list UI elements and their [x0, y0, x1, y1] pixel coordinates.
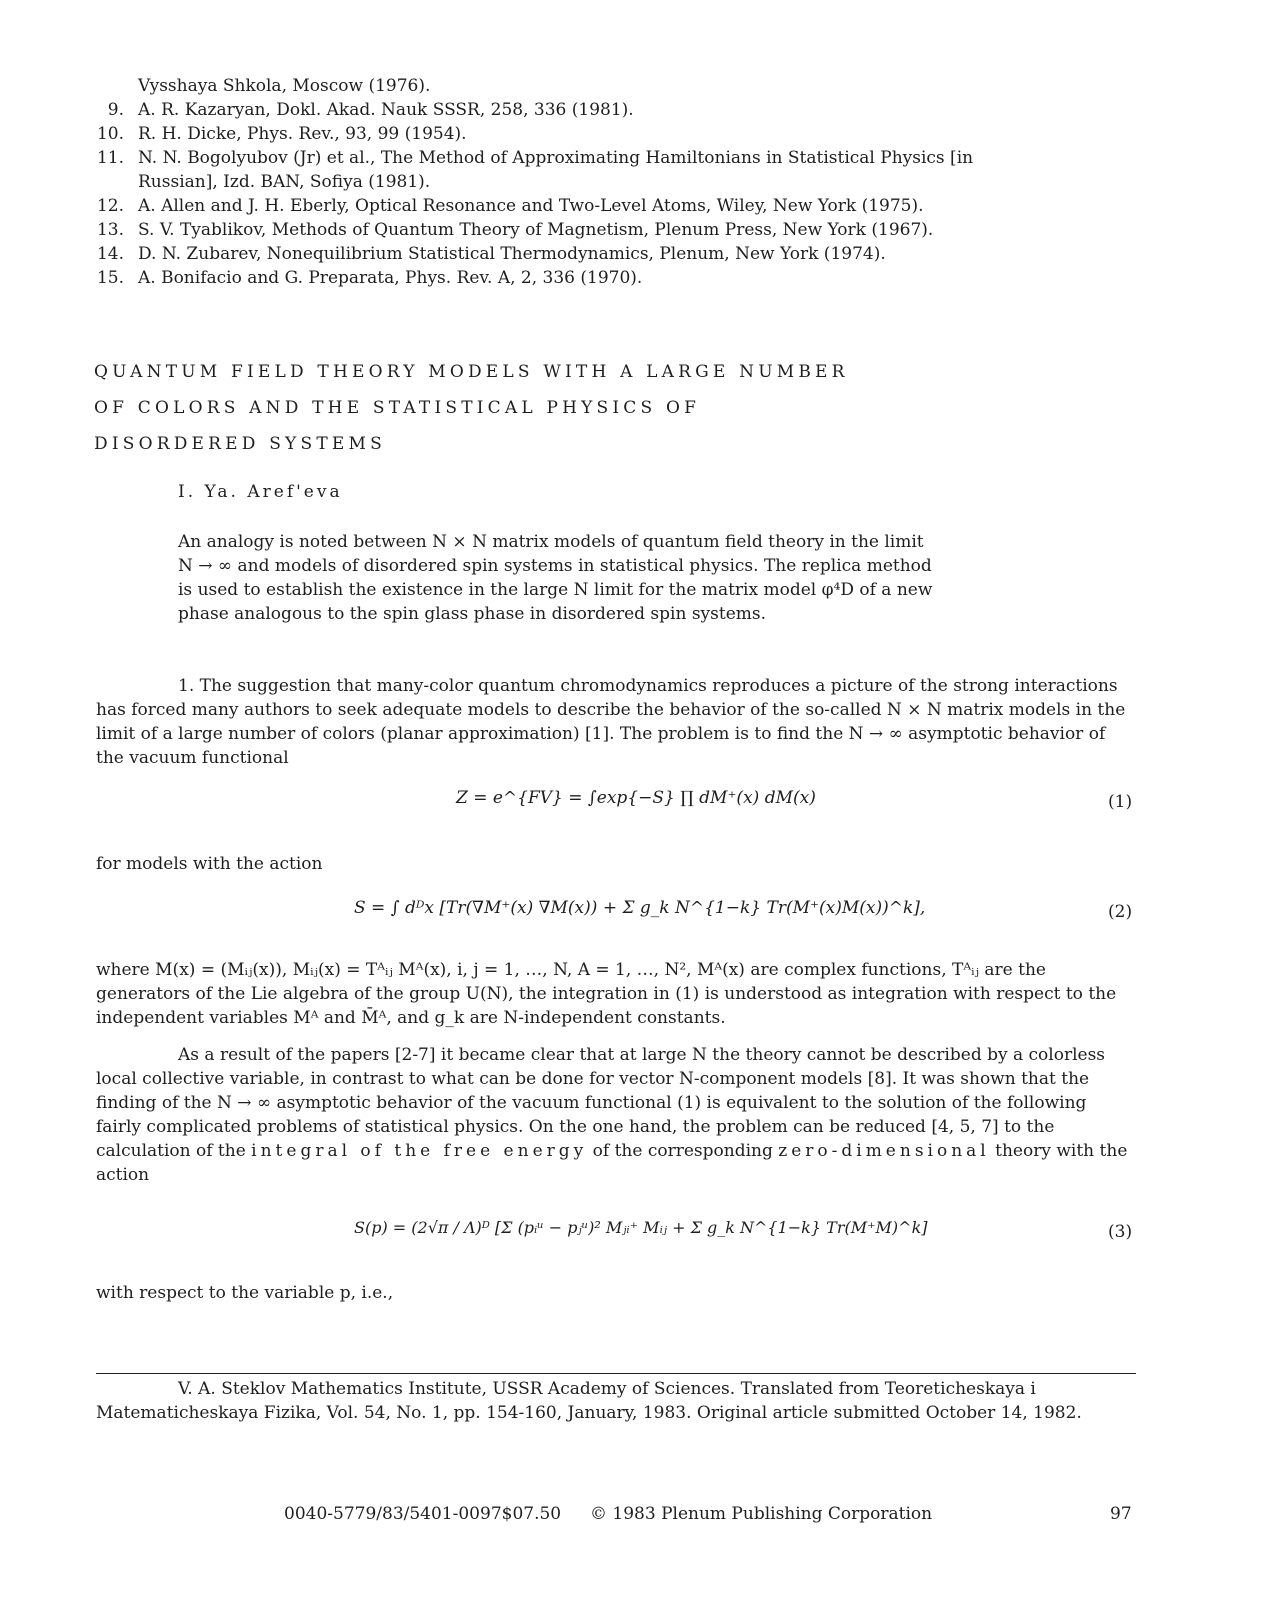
- reference-number: 12.: [96, 196, 124, 216]
- reference-number: 10.: [96, 124, 124, 144]
- equation-1: Z = e^{FV} = ∫exp{−S} ∏ dM⁺(x) dM(x): [456, 788, 816, 808]
- reference-number: 9.: [107, 100, 124, 120]
- equation-number: (3): [1108, 1222, 1133, 1242]
- reference-text: D. N. Zubarev, Nonequilibrium Statistical Thermodynamics, Plenum, New York (1974).: [138, 244, 886, 264]
- emphasized-phrase: integral of the free energy: [251, 1141, 588, 1161]
- paragraph-text: theory with the action: [96, 1141, 1128, 1185]
- footer-code: 0040-5779/83/5401-0097$07.50: [284, 1504, 562, 1524]
- paragraph-intro: 1. The suggestion that many-color quantum chromodynamics reproduces a picture of the strong interactions has forced many authors to seek adequate models to describe the behavior of the so-called N × N matrix models in the limit of a large number of colors (planar approximation) [1]. The problem is to find the N → ∞ asymptotic behavior of the vacuum functional: [96, 676, 1126, 768]
- reference-text: A. Bonifacio and G. Preparata, Phys. Rev. A, 2, 336 (1970).: [138, 268, 643, 288]
- footnote-divider: [96, 1373, 1136, 1374]
- equation-2: S = ∫ dᴰx [Tr(∇M⁺(x) ∇M(x)) + Σ g_k N^{1−k} Tr(M⁺(x)M(x))^k],: [354, 898, 926, 918]
- paragraph-results: [96, 1043, 1136, 1187]
- paragraph-action: for models with the action: [96, 854, 323, 874]
- paragraph-text: of the corresponding: [592, 1141, 773, 1161]
- paragraph-variable: with respect to the variable p, i.e.,: [96, 1283, 394, 1303]
- title-line: QUANTUM FIELD THEORY MODELS WITH A LARGE NUMBER: [94, 362, 849, 382]
- abstract: An analogy is noted between N × N matrix models of quantum field theory in the limit N → ∞ and models of disordered spin systems in statistical physics. The replica method is used to establish the existence in the large N limit for the matrix model φ⁴D of a new phase analogous to the spin glass phase in disordered spin systems.: [178, 532, 933, 624]
- reference-number: 13.: [96, 220, 124, 240]
- reference-continuation: Vysshaya Shkola, Moscow (1976).: [138, 76, 431, 96]
- reference-number: 14.: [96, 244, 124, 264]
- equation-3: S(p) = (2√π / Λ)ᴰ [Σ (pᵢᵘ − pⱼᵘ)² Mⱼᵢ⁺ Mᵢⱼ + Σ g_k N^{1−k} Tr(M⁺M)^k]: [354, 1218, 928, 1237]
- reference-text: R. H. Dicke, Phys. Rev., 93, 99 (1954).: [138, 124, 467, 144]
- equation-number: (1): [1108, 792, 1133, 812]
- reference-text: S. V. Tyablikov, Methods of Quantum Theory of Magnetism, Plenum Press, New York (1967).: [138, 220, 934, 240]
- author-name: I. Ya. Aref'eva: [178, 482, 343, 502]
- footer-copyright: © 1983 Plenum Publishing Corporation: [590, 1504, 933, 1524]
- paragraph-definitions: where M(x) = (Mᵢⱼ(x)), Mᵢⱼ(x) = Tᴬᵢⱼ Mᴬ(x), i, j = 1, …, N, A = 1, …, N², Mᴬ(x) are complex functions, Tᴬᵢⱼ are the generators of the Lie algebra of the group U(N), the integration in (1) is understood as integration with respect to the independent variables Mᴬ and M̄ᴬ, and g_k are N-independent constants.: [96, 960, 1117, 1028]
- equation-number: (2): [1108, 902, 1133, 922]
- reference-number: 11.: [96, 148, 124, 168]
- page-number: 97: [1110, 1504, 1132, 1524]
- reference-text: A. R. Kazaryan, Dokl. Akad. Nauk SSSR, 258, 336 (1981).: [138, 100, 634, 120]
- title-line: DISORDERED SYSTEMS: [94, 434, 386, 454]
- title-line: OF COLORS AND THE STATISTICAL PHYSICS OF: [94, 398, 701, 418]
- footnote: V. A. Steklov Mathematics Institute, USSR Academy of Sciences. Translated from Teoreticheskaya i Matematicheskaya Fizika, Vol. 54, No. 1, pp. 154-160, January, 1983. Original article submitted October 14, 1982.: [96, 1379, 1082, 1423]
- reference-text: A. Allen and J. H. Eberly, Optical Resonance and Two-Level Atoms, Wiley, New York (1975).: [138, 196, 924, 216]
- reference-text: N. N. Bogolyubov (Jr) et al., The Method of Approximating Hamiltonians in Statistical Physics [in: [138, 148, 974, 168]
- reference-text-continued: Russian], Izd. BAN, Sofiya (1981).: [138, 172, 431, 192]
- emphasized-phrase: zero-dimensional: [778, 1141, 990, 1161]
- reference-number: 15.: [96, 268, 124, 288]
- paragraph-text: As a result of the papers [2-7] it became clear that at large N the theory cannot be described by a colorless local collective variable, in contrast to what can be done for vector N-component models [8]. It was shown that the finding of the N → ∞ asymptotic behavior of the vacuum functional (1) is equivalent to the solution of the following fairly complicated problems of statistical physics. On the one hand, the problem can be reduced [4, 5, 7] to the calculation of the: [96, 1045, 1106, 1161]
